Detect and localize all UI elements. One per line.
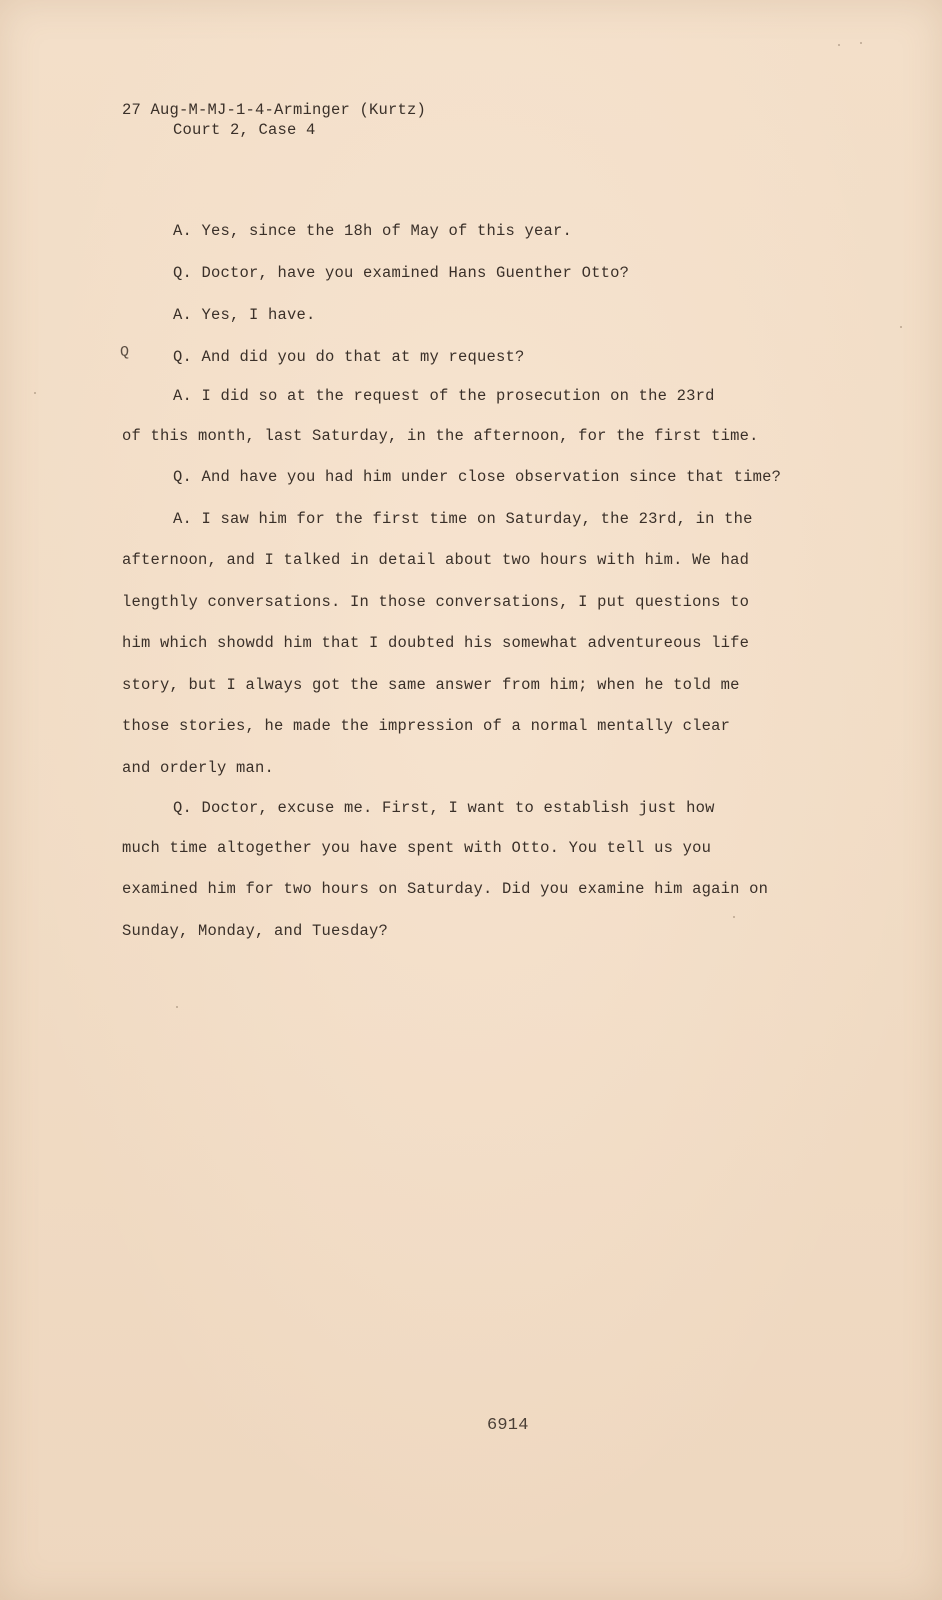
- header-case-reference: 27 Aug-M-MJ-1-4-Arminger (Kurtz): [122, 101, 427, 119]
- transcript-line: Q. Doctor, have you examined Hans Guenther Otto?: [173, 264, 630, 282]
- transcript-line: Q. And did you do that at my request?: [173, 348, 525, 366]
- paper-speck: [838, 44, 840, 46]
- paper-speck: [733, 916, 735, 918]
- transcript-line: A. Yes, I have.: [173, 306, 316, 324]
- paper-speck: [900, 326, 902, 328]
- transcript-line: A. I saw him for the first time on Saturday, the 23rd, in the: [173, 510, 753, 528]
- transcript-line: examined him for two hours on Saturday. Did you examine him again on: [122, 880, 769, 898]
- margin-annotation: Q: [120, 344, 130, 361]
- transcript-line: much time altogether you have spent with Otto. You tell us you: [122, 839, 712, 857]
- paper-speck: [34, 392, 36, 394]
- paper-speck: [176, 1006, 178, 1008]
- transcript-line: of this month, last Saturday, in the afternoon, for the first time.: [122, 427, 759, 445]
- transcript-line: A. Yes, since the 18h of May of this year.: [173, 222, 573, 240]
- header-court-case: Court 2, Case 4: [173, 121, 316, 139]
- transcript-line: and orderly man.: [122, 759, 275, 777]
- transcript-line: Q. And have you had him under close observation since that time?: [173, 468, 782, 486]
- transcript-line: those stories, he made the impression of a normal mentally clear: [122, 717, 731, 735]
- transcript-line: A. I did so at the request of the prosecution on the 23rd: [173, 387, 715, 405]
- transcript-line: story, but I always got the same answer from him; when he told me: [122, 676, 740, 694]
- transcript-line: afternoon, and I talked in detail about two hours with him. We had: [122, 551, 750, 569]
- transcript-line: lengthly conversations. In those conversations, I put questions to: [122, 593, 750, 611]
- transcript-line: him which showdd him that I doubted his somewhat adventureous life: [122, 634, 750, 652]
- page-number: 6914: [487, 1416, 529, 1435]
- transcript-line: Sunday, Monday, and Tuesday?: [122, 922, 389, 940]
- transcript-line: Q. Doctor, excuse me. First, I want to establish just how: [173, 799, 715, 817]
- paper-speck: [860, 42, 862, 44]
